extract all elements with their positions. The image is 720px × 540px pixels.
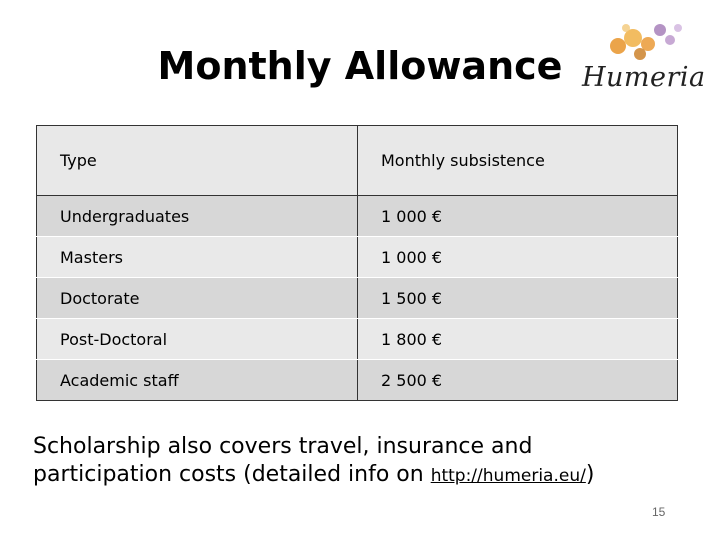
row-amount: 1 000 € xyxy=(358,196,678,237)
table-row xyxy=(37,278,678,319)
header-type: Type xyxy=(37,126,358,196)
row-type: Doctorate xyxy=(37,278,358,319)
table-row xyxy=(37,196,678,237)
page-number: 15 xyxy=(652,505,666,519)
note-line-2-prefix: participation costs (detailed info on xyxy=(33,462,431,487)
allowance-table xyxy=(36,125,678,401)
table-row xyxy=(37,360,678,401)
note-line-1: Scholarship also covers travel, insurance and xyxy=(33,434,533,459)
header-monthly-subsistence: Monthly subsistence xyxy=(358,126,678,196)
table-row xyxy=(37,319,678,360)
logo-brand-text: Humeria xyxy=(582,62,706,93)
humeria-logo xyxy=(578,18,706,94)
row-amount: 1 000 € xyxy=(358,237,678,278)
note-line-2 xyxy=(33,461,693,490)
note-line-2-suffix: ) xyxy=(585,462,595,487)
row-type: Masters xyxy=(37,237,358,278)
row-amount: 1 800 € xyxy=(358,319,678,360)
row-type: Post-Doctoral xyxy=(37,319,358,360)
row-type: Undergraduates xyxy=(37,196,358,237)
row-amount: 2 500 € xyxy=(358,360,678,401)
row-amount: 1 500 € xyxy=(358,278,678,319)
humeria-link[interactable]: http://humeria.eu/ xyxy=(430,466,586,486)
flower-icon xyxy=(578,18,698,68)
scholarship-note xyxy=(33,433,693,490)
table-header-row xyxy=(37,126,678,196)
row-type: Academic staff xyxy=(37,360,358,401)
table-row xyxy=(37,237,678,278)
slide-title: Monthly Allowance xyxy=(157,44,563,88)
